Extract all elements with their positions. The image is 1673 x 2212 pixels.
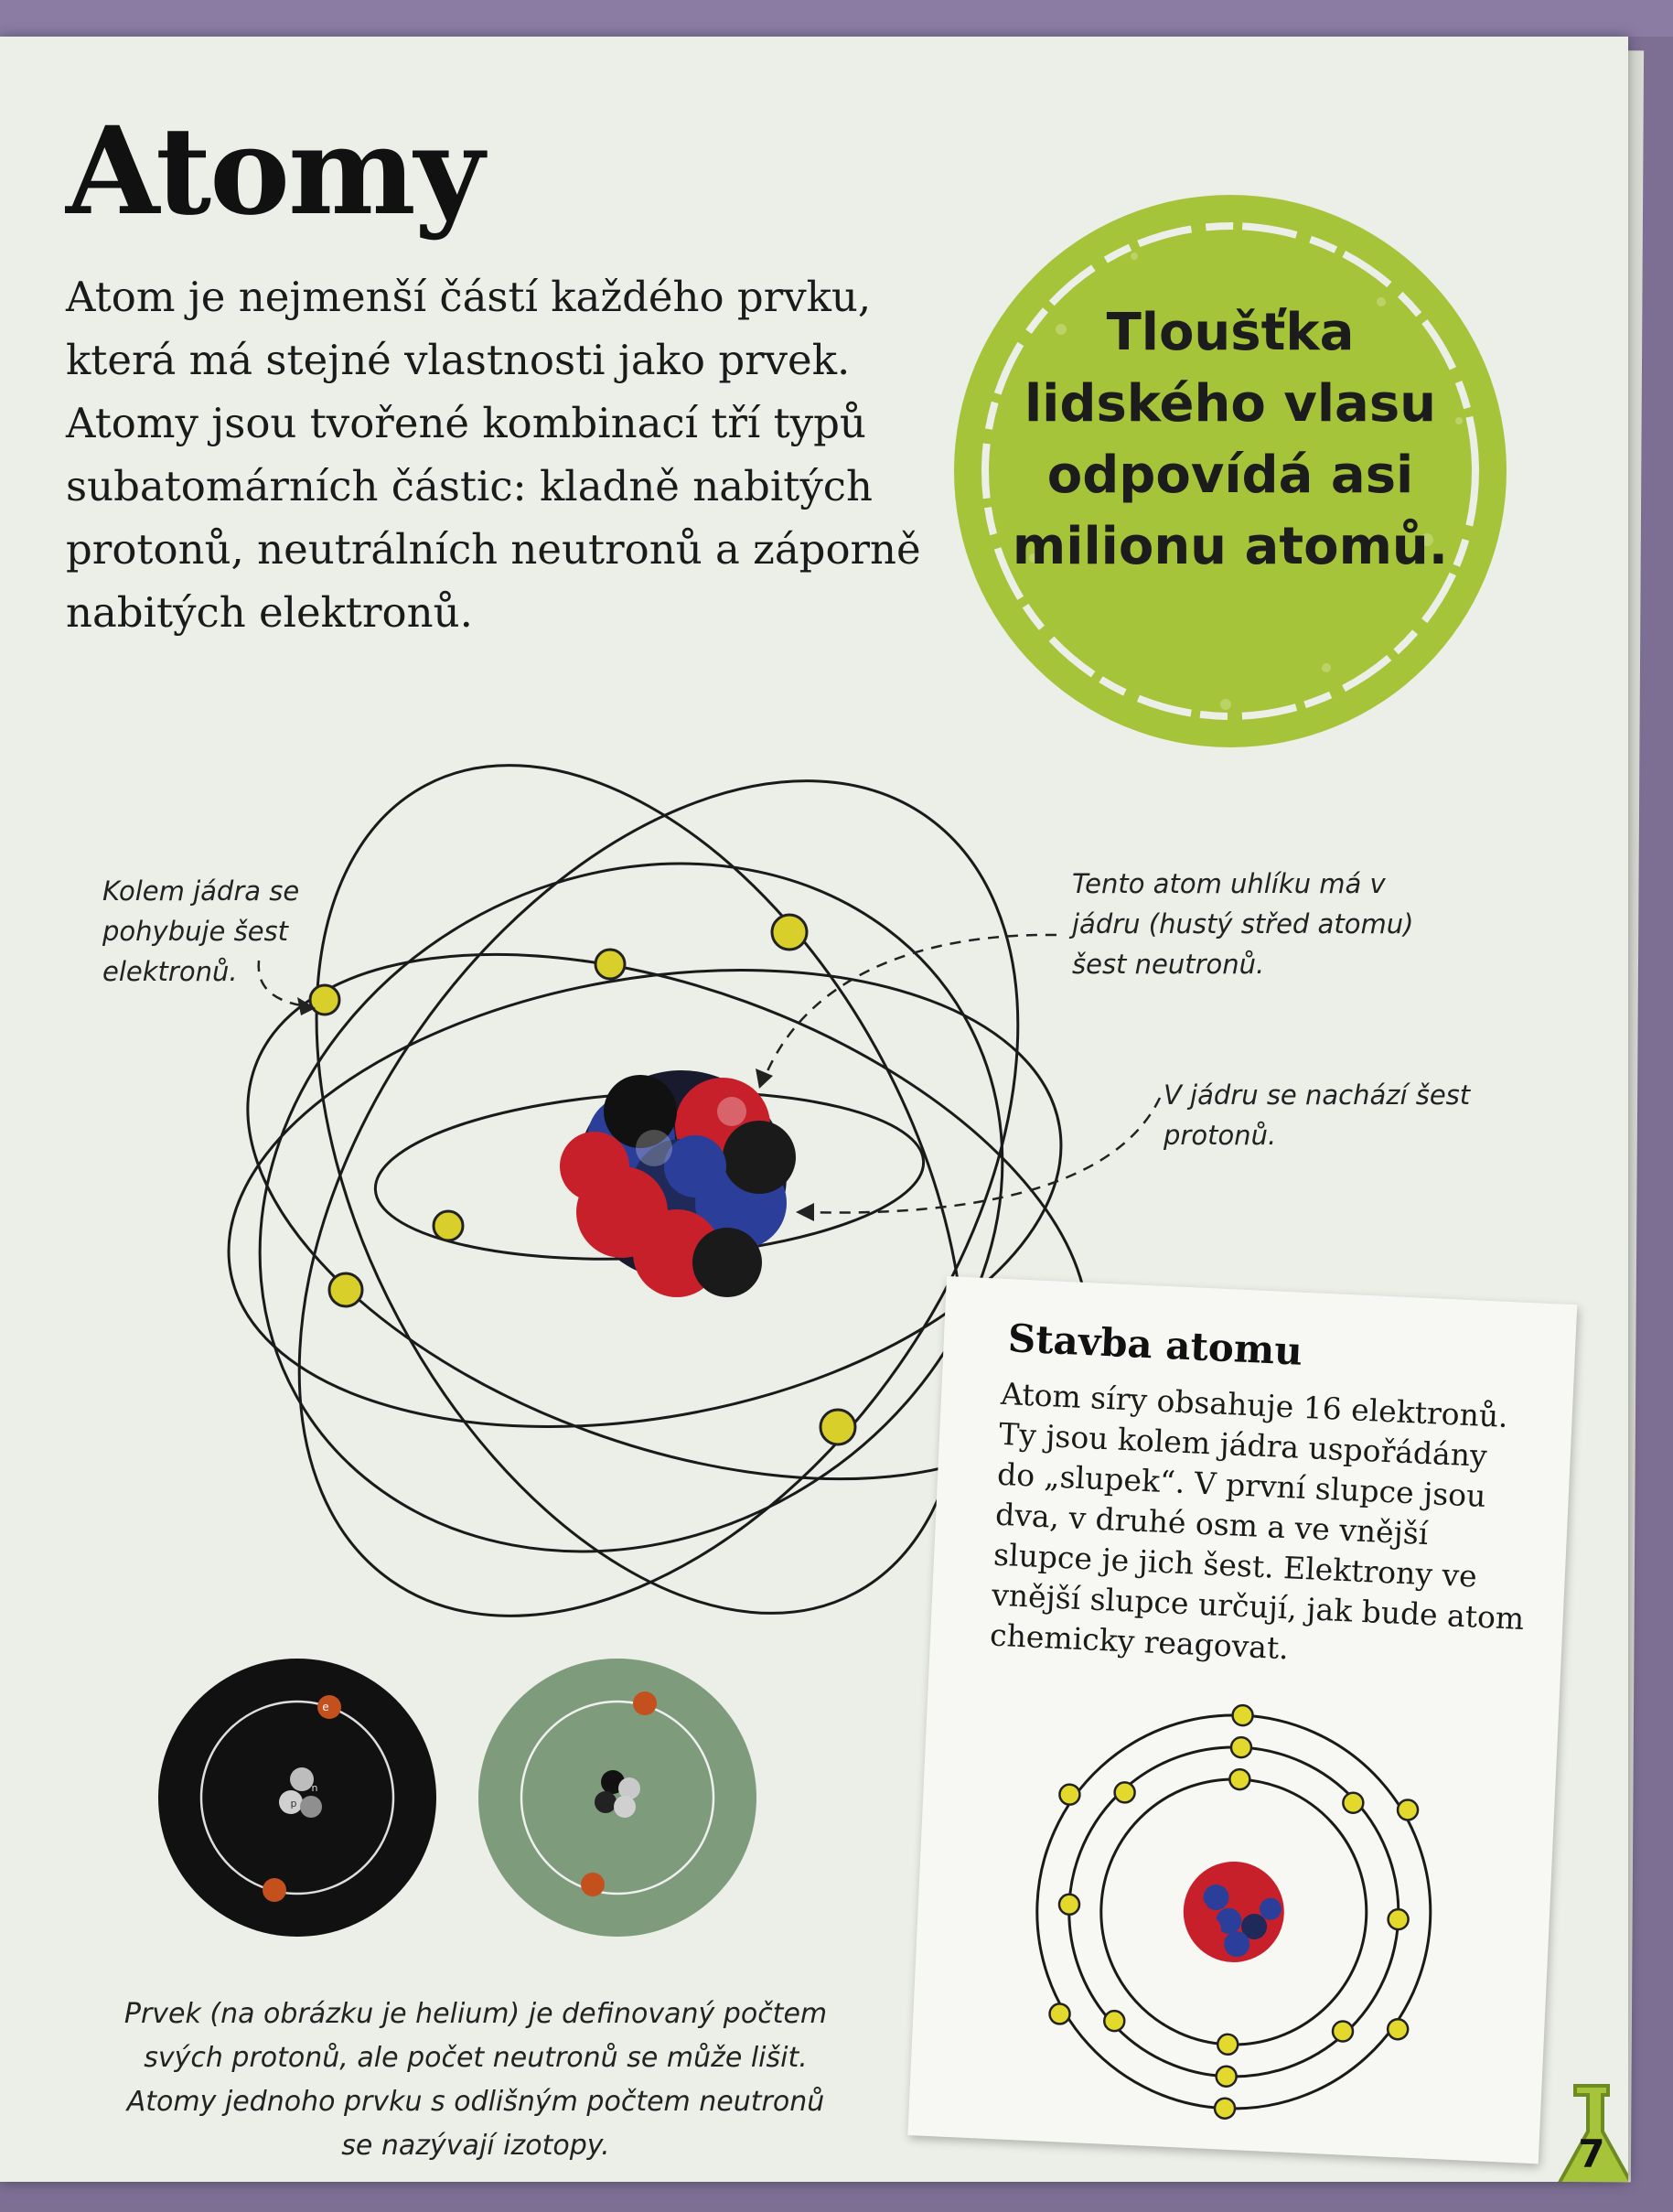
card-heading: Stavba atomu [1006, 1315, 1303, 1374]
book-page [0, 37, 1628, 2182]
page-title: Atomy [66, 101, 483, 242]
carbon-nucleus [560, 1070, 796, 1297]
protons-caption: V jádru se nachází šest protonů. [1164, 1079, 1471, 1151]
helium-atom-diagram [158, 1659, 436, 1937]
sulfur-nucleus [1181, 1860, 1286, 1965]
page-number: 7 [1578, 2131, 1605, 2176]
background-top [0, 0, 1673, 37]
electron [595, 950, 625, 979]
fact-text: Tloušťka lidského vlasu odpovídá asi milionu atomů. [1012, 303, 1449, 576]
helium-proton-label: p [290, 1798, 297, 1809]
electron [329, 1273, 362, 1306]
electron [820, 1410, 855, 1444]
neutrons-caption: Tento atom uhlíku má v jádru (hustý střed atomu) šest neutronů. [1072, 868, 1414, 980]
info-card [907, 1276, 1577, 2164]
intro-paragraph: Atom je nejmenší částí každého prvku, která má stejné vlastnosti jako prvek. Atomy jsou tvořené kombinací tří typů subatomárních částic: kladně nabitých protonů, neutrálních neutronů a záporně nabitých elektronů. [66, 273, 921, 637]
helium-electron-label: e [322, 1701, 329, 1713]
electrons-caption: Kolem jádra se pohybuje šest elektronů. [102, 875, 300, 987]
electron [434, 1211, 463, 1240]
electron [772, 915, 807, 950]
helium-neutron-label: n [311, 1782, 318, 1794]
helium-isotope-diagram [478, 1659, 756, 1937]
arrow-protons [805, 1098, 1160, 1213]
card-body: Atom síry obsahuje 16 elektronů. Ty jsou kolem jádra uspořádány do „slupek“. V první slupce jsou dva, v druhé osm a ve vnější slupce je jich šest. Elektrony ve vnější slupce určují, jak bude atom chemicky reagovat. [989, 1375, 1526, 1667]
helium-caption: Prvek (na obrázku je helium) je definovaný počtem svých protonů, ale počet neutronů se může lišit. Atomy jednoho prvku s odlišným počtem neutronů se nazývají izotopy. [123, 1998, 828, 2162]
